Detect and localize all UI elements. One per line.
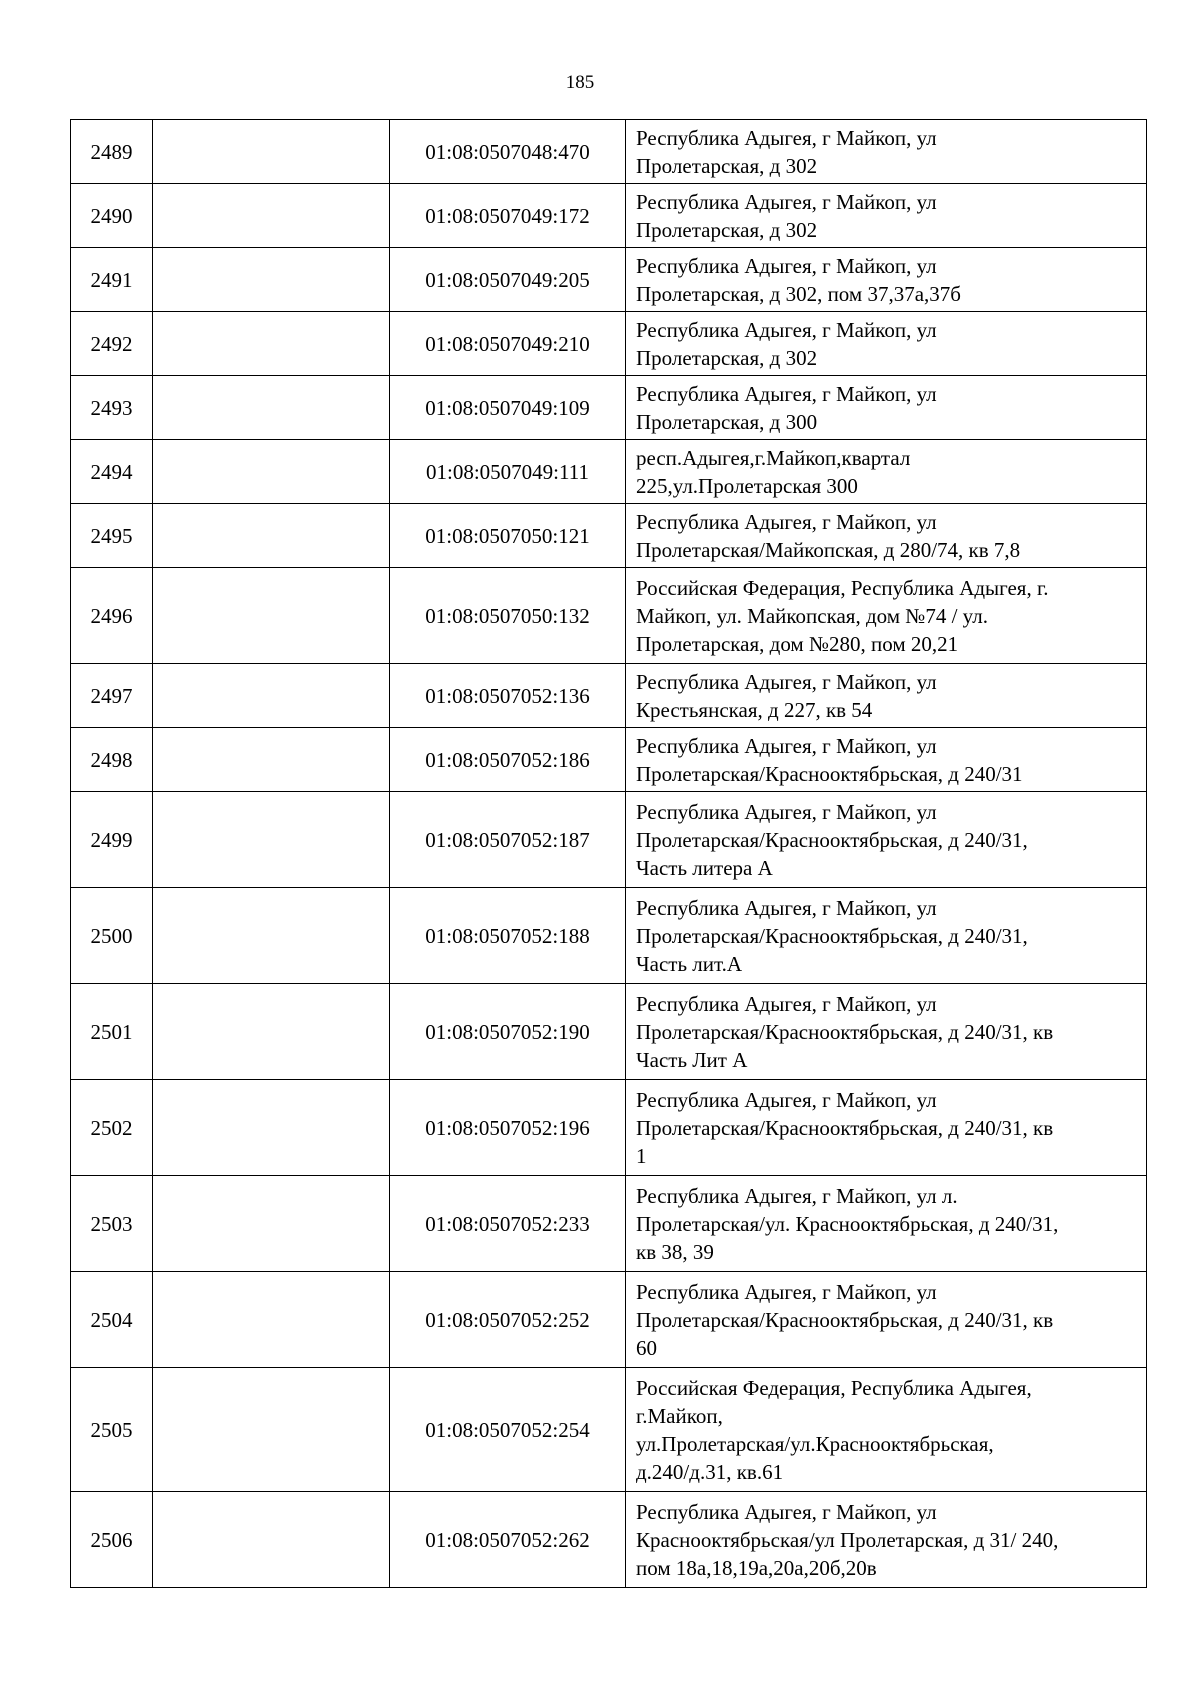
address-line: Российская Федерация, Республика Адыгея, bbox=[636, 1375, 1032, 1400]
table-row bbox=[71, 664, 1147, 728]
address-line: Республика Адыгея, г Майкоп, ул bbox=[636, 991, 937, 1016]
address-line: Пролетарская, дом №280, пом 20,21 bbox=[636, 631, 959, 656]
empty-cell bbox=[153, 1080, 390, 1176]
row-number-cell: 2503 bbox=[71, 1176, 153, 1272]
address-line: Пролетарская, д 302 bbox=[636, 345, 818, 370]
address-cell bbox=[626, 376, 1147, 440]
address-line: Пролетарская/Краснооктябрьская, д 240/31, кв bbox=[636, 1019, 1054, 1044]
cadastral-number-cell: 01:08:0507050:132 bbox=[390, 568, 626, 664]
address-line: Республика Адыгея, г Майкоп, ул bbox=[636, 381, 937, 406]
address-cell bbox=[626, 792, 1147, 888]
table-row bbox=[71, 888, 1147, 984]
address-cell bbox=[626, 1492, 1147, 1588]
row-number-cell: 2499 bbox=[71, 792, 153, 888]
table-row bbox=[71, 440, 1147, 504]
address-cell bbox=[626, 664, 1147, 728]
address-line: Пролетарская, д 302 bbox=[636, 217, 818, 242]
row-number-cell: 2500 bbox=[71, 888, 153, 984]
row-number-cell: 2489 bbox=[71, 120, 153, 184]
cadastral-number-cell: 01:08:0507050:121 bbox=[390, 504, 626, 568]
address-line: Крестьянская, д 227, кв 54 bbox=[636, 697, 873, 722]
address-line: Республика Адыгея, г Майкоп, ул bbox=[636, 1499, 937, 1524]
address-cell bbox=[626, 1368, 1147, 1492]
row-number-cell: 2495 bbox=[71, 504, 153, 568]
address-line: Российская Федерация, Республика Адыгея, г. bbox=[636, 575, 1049, 600]
address-line: г.Майкоп, bbox=[636, 1403, 723, 1428]
row-number-cell: 2506 bbox=[71, 1492, 153, 1588]
address-line: Республика Адыгея, г Майкоп, ул bbox=[636, 669, 937, 694]
table-row bbox=[71, 1080, 1147, 1176]
address-line: 225,ул.Пролетарская 300 bbox=[636, 473, 858, 498]
row-number-cell: 2502 bbox=[71, 1080, 153, 1176]
address-line: Пролетарская/Краснооктябрьская, д 240/31 bbox=[636, 761, 1023, 786]
table-row bbox=[71, 312, 1147, 376]
cadastral-number-cell: 01:08:0507052:252 bbox=[390, 1272, 626, 1368]
address-cell bbox=[626, 1272, 1147, 1368]
table-row bbox=[71, 568, 1147, 664]
address-line: Республика Адыгея, г Майкоп, ул bbox=[636, 317, 937, 342]
address-line: пом 18а,18,19а,20а,20б,20в bbox=[636, 1555, 877, 1580]
address-line: Республика Адыгея, г Майкоп, ул bbox=[636, 253, 937, 278]
row-number-cell: 2504 bbox=[71, 1272, 153, 1368]
row-number-cell: 2493 bbox=[71, 376, 153, 440]
address-line: Республика Адыгея, г Майкоп, ул bbox=[636, 733, 937, 758]
address-cell bbox=[626, 184, 1147, 248]
address-line: кв 38, 39 bbox=[636, 1239, 714, 1264]
empty-cell bbox=[153, 1492, 390, 1588]
cadastral-number-cell: 01:08:0507052:233 bbox=[390, 1176, 626, 1272]
address-line: Часть Лит А bbox=[636, 1047, 748, 1072]
cadastral-number-cell: 01:08:0507052:136 bbox=[390, 664, 626, 728]
table-row bbox=[71, 792, 1147, 888]
empty-cell bbox=[153, 312, 390, 376]
row-number-cell: 2498 bbox=[71, 728, 153, 792]
cadastral-number-cell: 01:08:0507052:262 bbox=[390, 1492, 626, 1588]
address-line: Пролетарская/Майкопская, д 280/74, кв 7,8 bbox=[636, 537, 1021, 562]
empty-cell bbox=[153, 792, 390, 888]
table-row bbox=[71, 248, 1147, 312]
address-line: Часть лит.А bbox=[636, 951, 743, 976]
row-number-cell: 2497 bbox=[71, 664, 153, 728]
address-cell bbox=[626, 440, 1147, 504]
cadastral-number-cell: 01:08:0507052:190 bbox=[390, 984, 626, 1080]
address-line: Краснооктябрьская/ул Пролетарская, д 31/ 240, bbox=[636, 1527, 1059, 1552]
address-line: Республика Адыгея, г Майкоп, ул bbox=[636, 125, 937, 150]
row-number-cell: 2496 bbox=[71, 568, 153, 664]
address-line: Пролетарская, д 302 bbox=[636, 153, 818, 178]
empty-cell bbox=[153, 248, 390, 312]
address-line: 60 bbox=[636, 1335, 657, 1360]
table-row bbox=[71, 984, 1147, 1080]
address-line: д.240/д.31, кв.61 bbox=[636, 1459, 784, 1484]
registry-body bbox=[71, 120, 1147, 1588]
address-line: Республика Адыгея, г Майкоп, ул л. bbox=[636, 1183, 958, 1208]
address-cell bbox=[626, 728, 1147, 792]
cadastral-number-cell: 01:08:0507049:205 bbox=[390, 248, 626, 312]
row-number-cell: 2501 bbox=[71, 984, 153, 1080]
cadastral-number-cell: 01:08:0507052:196 bbox=[390, 1080, 626, 1176]
address-line: Республика Адыгея, г Майкоп, ул bbox=[636, 189, 937, 214]
cadastral-number-cell: 01:08:0507049:172 bbox=[390, 184, 626, 248]
row-number-cell: 2491 bbox=[71, 248, 153, 312]
address-cell bbox=[626, 1176, 1147, 1272]
address-line: Пролетарская/ул. Краснооктябрьская, д 240/31, bbox=[636, 1211, 1059, 1236]
address-line: Пролетарская/Краснооктябрьская, д 240/31, bbox=[636, 923, 1028, 948]
cadastral-number-cell: 01:08:0507052:187 bbox=[390, 792, 626, 888]
address-cell bbox=[626, 1080, 1147, 1176]
address-line: Майкоп, ул. Майкопская, дом №74 / ул. bbox=[636, 603, 988, 628]
table-row bbox=[71, 376, 1147, 440]
address-cell bbox=[626, 120, 1147, 184]
empty-cell bbox=[153, 376, 390, 440]
address-cell bbox=[626, 888, 1147, 984]
table-row bbox=[71, 728, 1147, 792]
table-row bbox=[71, 1368, 1147, 1492]
table-row bbox=[71, 1176, 1147, 1272]
address-line: Республика Адыгея, г Майкоп, ул bbox=[636, 895, 937, 920]
address-line: Пролетарская/Краснооктябрьская, д 240/31, кв bbox=[636, 1307, 1054, 1332]
registry-table bbox=[70, 119, 1147, 1588]
address-cell bbox=[626, 312, 1147, 376]
address-line: Республика Адыгея, г Майкоп, ул bbox=[636, 509, 937, 534]
address-line: Республика Адыгея, г Майкоп, ул bbox=[636, 1087, 937, 1112]
row-number-cell: 2505 bbox=[71, 1368, 153, 1492]
cadastral-number-cell: 01:08:0507049:111 bbox=[390, 440, 626, 504]
empty-cell bbox=[153, 1272, 390, 1368]
address-line: Пролетарская, д 300 bbox=[636, 409, 818, 434]
address-line: Пролетарская/Краснооктябрьская, д 240/31, bbox=[636, 827, 1028, 852]
address-line: 1 bbox=[636, 1143, 647, 1168]
table-row bbox=[71, 1272, 1147, 1368]
address-cell bbox=[626, 568, 1147, 664]
address-line: Часть литера А bbox=[636, 855, 773, 880]
address-line: Республика Адыгея, г Майкоп, ул bbox=[636, 799, 937, 824]
cadastral-number-cell: 01:08:0507049:210 bbox=[390, 312, 626, 376]
address-line: респ.Адыгея,г.Майкоп,квартал bbox=[636, 445, 911, 470]
row-number-cell: 2490 bbox=[71, 184, 153, 248]
empty-cell bbox=[153, 440, 390, 504]
cadastral-number-cell: 01:08:0507049:109 bbox=[390, 376, 626, 440]
row-number-cell: 2494 bbox=[71, 440, 153, 504]
table-row bbox=[71, 120, 1147, 184]
empty-cell bbox=[153, 728, 390, 792]
address-cell bbox=[626, 248, 1147, 312]
empty-cell bbox=[153, 1176, 390, 1272]
cadastral-number-cell: 01:08:0507052:188 bbox=[390, 888, 626, 984]
address-cell bbox=[626, 984, 1147, 1080]
cadastral-number-cell: 01:08:0507052:186 bbox=[390, 728, 626, 792]
table-row bbox=[71, 504, 1147, 568]
address-line: Пролетарская, д 302, пом 37,37а,37б bbox=[636, 281, 961, 306]
empty-cell bbox=[153, 184, 390, 248]
empty-cell bbox=[153, 888, 390, 984]
address-line: Республика Адыгея, г Майкоп, ул bbox=[636, 1279, 937, 1304]
empty-cell bbox=[153, 568, 390, 664]
empty-cell bbox=[153, 120, 390, 184]
empty-cell bbox=[153, 984, 390, 1080]
empty-cell bbox=[153, 1368, 390, 1492]
empty-cell bbox=[153, 504, 390, 568]
cadastral-number-cell: 01:08:0507048:470 bbox=[390, 120, 626, 184]
address-line: Пролетарская/Краснооктябрьская, д 240/31, кв bbox=[636, 1115, 1054, 1140]
table-row bbox=[71, 184, 1147, 248]
row-number-cell: 2492 bbox=[71, 312, 153, 376]
table-row bbox=[71, 1492, 1147, 1588]
cadastral-number-cell: 01:08:0507052:254 bbox=[390, 1368, 626, 1492]
address-line: ул.Пролетарская/ул.Краснооктябрьская, bbox=[636, 1431, 994, 1456]
empty-cell bbox=[153, 664, 390, 728]
page-number: 185 bbox=[565, 72, 595, 93]
address-cell bbox=[626, 504, 1147, 568]
